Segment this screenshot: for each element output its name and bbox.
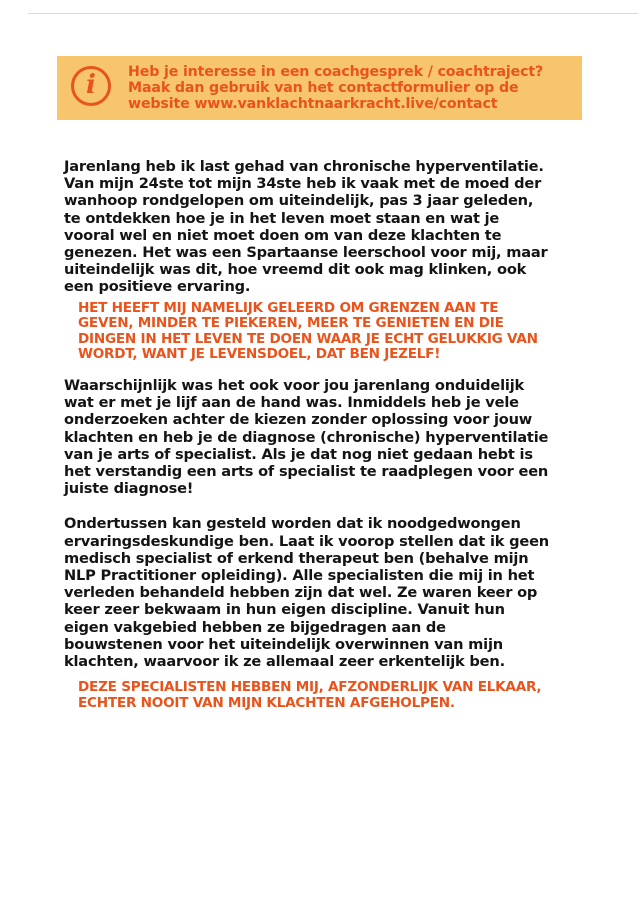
info-line: Maak dan gebruik van het contactformulier op de bbox=[128, 80, 519, 96]
text-line: medisch specialist of erkend therapeut ben (behalve mijn bbox=[64, 549, 529, 567]
text-line: klachten en heb je de diagnose (chronische) hyperventilatie bbox=[64, 428, 549, 446]
text-line: wanhoop rondgelopen om uiteindelijk, pas 3 jaar geleden, bbox=[64, 192, 534, 210]
contact-info-text bbox=[128, 64, 573, 112]
text-line: Ondertussen kan gesteld worden dat ik noodgedwongen bbox=[64, 515, 521, 533]
info-icon: i bbox=[71, 66, 111, 106]
text-line: vooral wel en niet moet doen om van deze klachten te bbox=[64, 226, 502, 244]
article-body bbox=[64, 158, 584, 711]
text-line: klachten, waarvoor ik ze allemaal zeer erkentelijk ben. bbox=[64, 653, 505, 671]
top-divider bbox=[28, 13, 638, 14]
text-line: te ontdekken hoe je in het leven moet staan en wat je bbox=[64, 209, 500, 227]
text-line: ervaringsdeskundige ben. Laat ik voorop stellen dat ik geen bbox=[64, 532, 549, 550]
text-line: Waarschijnlijk was het ook voor jou jarenlang onduidelijk bbox=[64, 377, 525, 394]
text-line: een positieve ervaring. bbox=[64, 278, 251, 296]
text-line: eigen vakgebied hebben ze bijgedragen aan de bbox=[64, 618, 446, 636]
quote-line: DEZE SPECIALISTEN HEBBEN MIJ, AFZONDERLIJK VAN ELKAAR, bbox=[78, 679, 542, 696]
text-line: het verstandig een arts of specialist te raadplegen voor een bbox=[64, 463, 549, 481]
text-line: verleden behandeld hebben zijn dat wel. Ze waren keer op bbox=[64, 584, 538, 602]
quote-line: WORDT, WANT JE LEVENSDOEL, DAT BEN JEZELF! bbox=[78, 346, 441, 363]
text-line: wat er met je lijf aan de hand was. Inmiddels heb je vele bbox=[64, 394, 519, 412]
quote-line: HET HEEFT MIJ NAMELIJK GELEERD OM GRENZEN AAN TE bbox=[78, 299, 499, 316]
info-line-website: website www.vanklachtnaarkracht.live/contact bbox=[128, 96, 498, 112]
text-line: NLP Practitioner opleiding). Alle specialisten die mij in het bbox=[64, 567, 535, 585]
contact-info-box bbox=[57, 56, 582, 120]
highlight-quote-specialists bbox=[78, 680, 584, 711]
text-line: keer zeer bekwaam in hun eigen discipline. Vanuit hun bbox=[64, 601, 505, 619]
info-line: Heb je interesse in een coachgesprek / coachtraject? bbox=[128, 64, 544, 80]
text-line: uiteindelijk was dit, hoe vreemd dit ook mag klinken, ook bbox=[64, 261, 527, 279]
paragraph-experience bbox=[64, 515, 584, 670]
text-line: van je arts of specialist. Als je dat nog niet gedaan hebt is bbox=[64, 445, 533, 463]
text-line: bouwstenen voor het uiteindelijk overwinnen van mijn bbox=[64, 635, 503, 653]
text-line: juiste diagnose! bbox=[64, 480, 194, 498]
quote-line: GEVEN, MINDER TE PIEKEREN, MEER TE GENIETEN EN DIE bbox=[78, 315, 504, 332]
text-line: Van mijn 24ste tot mijn 34ste heb ik vaak met de moed der bbox=[64, 175, 542, 193]
text-line: genezen. Het was een Spartaanse leerschool voor mij, maar bbox=[64, 244, 548, 262]
paragraph-diagnosis bbox=[64, 377, 584, 497]
text-line: onderzoeken achter de kiezen zonder oplossing voor jouw bbox=[64, 411, 533, 429]
paragraph-intro bbox=[64, 158, 584, 296]
text-line: Jarenlang heb ik last gehad van chronische hyperventilatie. bbox=[64, 158, 544, 175]
quote-line: ECHTER NOOIT VAN MIJN KLACHTEN AFGEHOLPEN. bbox=[78, 694, 455, 711]
quote-line: DINGEN IN HET LEVEN TE DOEN WAAR JE ECHT GELUKKIG VAN bbox=[78, 330, 538, 347]
highlight-quote-lessons bbox=[78, 301, 584, 363]
